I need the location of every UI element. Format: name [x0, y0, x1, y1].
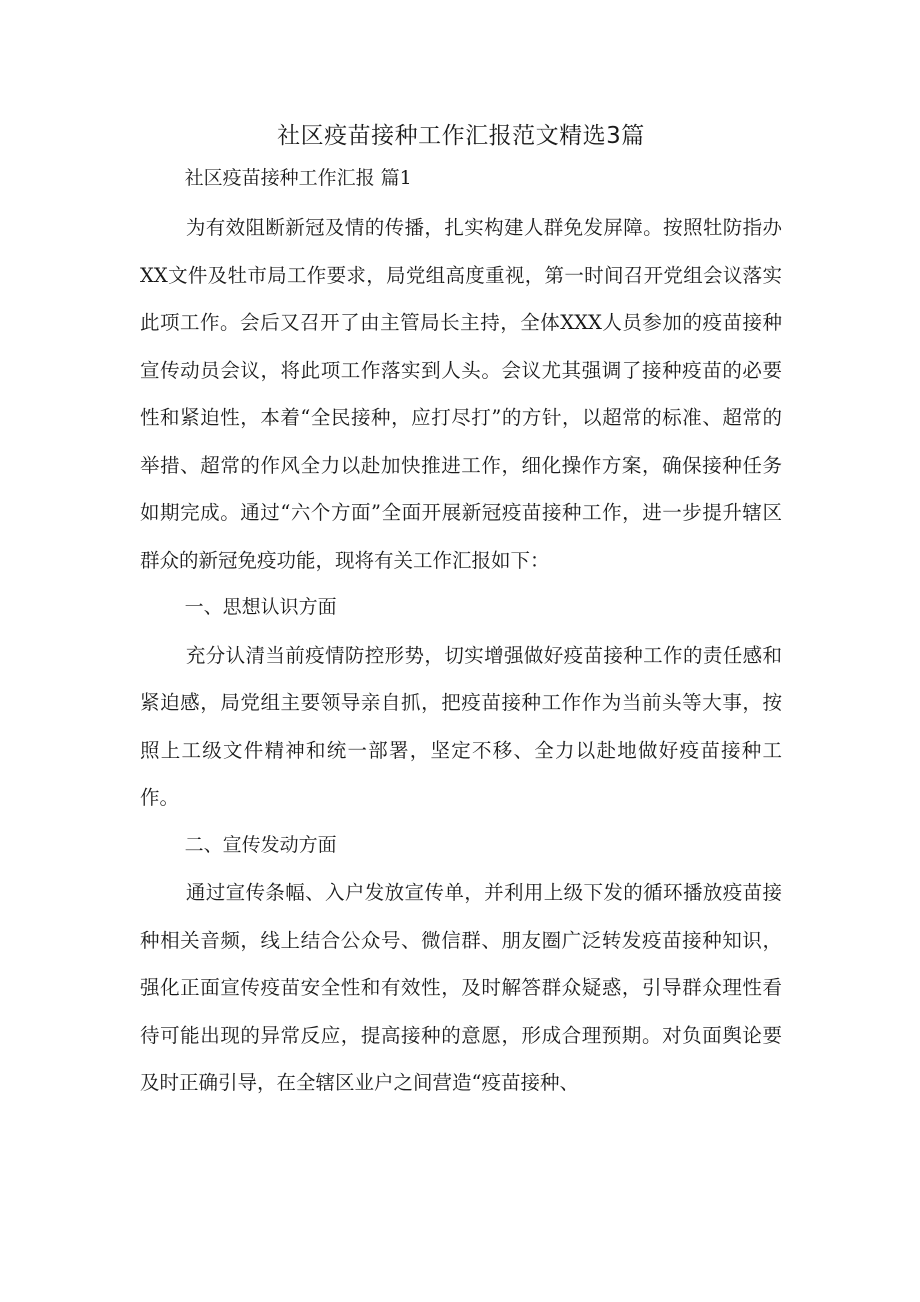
paragraph-section-1: 充分认清当前疫情防控形势，切实增强做好疫苗接种工作的责任感和紧迫感，局党组主要领导亲自抓，把疫苗接种工作作为当前头等大事，按照上工级文件精神和统一部署，坚定不移、全力以赴地做好疫苗接种工作。	[140, 643, 782, 809]
document-title: 社区疫苗接种工作汇报范文精选3篇	[277, 123, 645, 149]
section-heading-1: 一、思想认识方面	[184, 596, 337, 618]
paragraph-section-2: 通过宣传条幅、入户发放宣传单，并利用上级下发的循环播放疫苗接种相关音频，线上结合公众号、微信群、朋友圈广泛转发疫苗接种知识，强化正面宣传疫苗安全性和有效性，及时解答群众疑惑，引导群众理性看待可能出现的异常反应，提高接种的意愿，形成合理预期。对负面舆论要及时正确引导，在全辖区业户之间营造“疫苗接种、	[140, 881, 782, 1094]
document-page	[140, 118, 782, 1107]
paragraph-intro: 为有效阻断新冠及情的传播，扎实构建人群免发屏障。按照牡防指办XX文件及牡市局工作要求，局党组高度重视，第一时间召开党组会议落实此项工作。会后又召开了由主管局长主持，全体XXX人员参加的疫苗接种宣传动员会议，将此项工作落实到人头。会议尤其强调了接种疫苗的必要性和紧迫性，本着“全民接种，应打尽打”的方针，以超常的标准、超常的举措、超常的作风全力以赴加快推进工作，细化操作方案，确保接种任务如期完成。通过“六个方面”全面开展新冠疫苗接种工作，进一步提升辖区群众的新冠免疫功能，现将有关工作汇报如下：	[140, 216, 782, 572]
section-heading-2: 二、宣传发动方面	[184, 833, 337, 856]
document-subtitle: 社区疫苗接种工作汇报 篇1	[184, 167, 412, 189]
